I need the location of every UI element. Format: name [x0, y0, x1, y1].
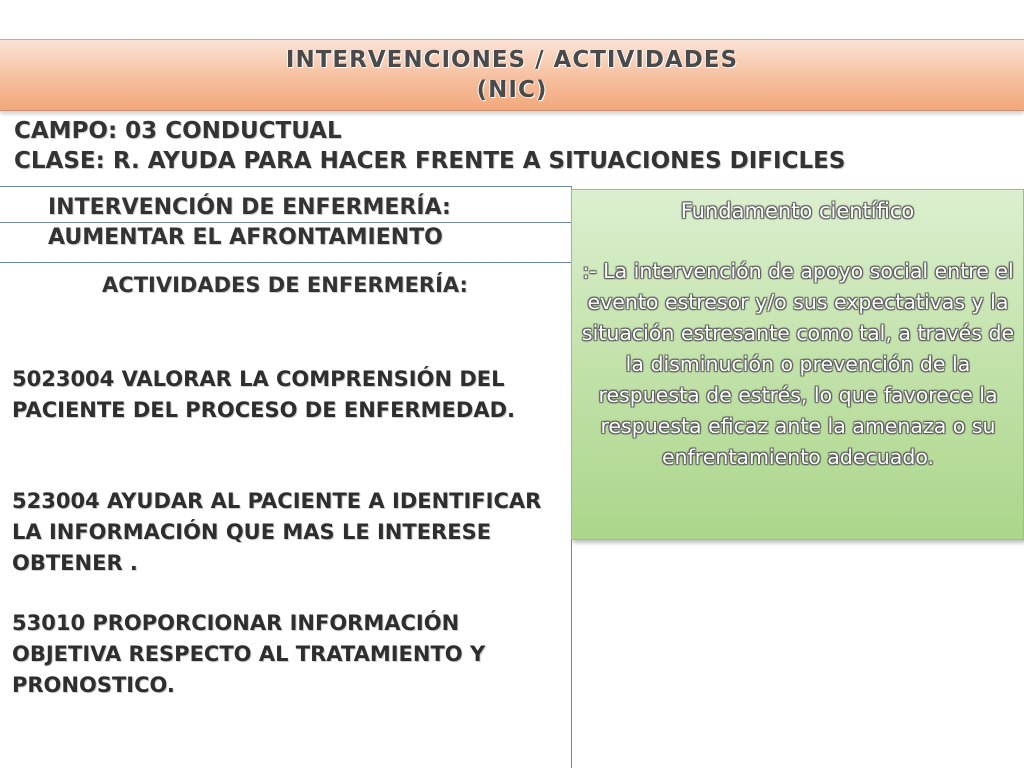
divider-bottom — [0, 262, 571, 263]
activity-item: 53010 PROPORCIONAR INFORMACIÓN OBJETIVA RESPECTO AL TRATAMIENTO Y PRONOSTICO. — [12, 611, 486, 697]
divider-top — [0, 186, 571, 187]
fundamento-text: :- La intervención de apoyo social entre el evento estresor y/o sus expectativas y la situación estresante como tal, a través de la disminución o prevención de la respuesta de estrés, lo que favorece la respuesta eficaz ante la amenaza o su enfrentamiento adecuado. — [581, 259, 1015, 469]
activity-item: 5023004 VALORAR LA COMPRENSIÓN DEL PACIENTE DEL PROCESO DE ENFERMEDAD. — [12, 367, 515, 422]
clase-heading: CLASE: R. AYUDA PARA HACER FRENTE A SITUACIONES DIFICLES — [14, 148, 846, 174]
intervencion-name: AUMENTAR EL AFRONTAMIENTO — [48, 225, 443, 250]
page-title: INTERVENCIONES / ACTIVIDADES — [285, 47, 739, 73]
campo-heading: CAMPO: 03 CONDUCTUAL — [14, 118, 342, 144]
actividades-title: ACTIVIDADES DE ENFERMERÍA: — [102, 273, 468, 297]
intervencion-label: INTERVENCIÓN DE ENFERMERÍA: — [48, 195, 451, 220]
divider-mid — [0, 222, 571, 223]
fundamento-title: Fundamento científico — [680, 199, 915, 223]
page-subtitle: (NIC) — [476, 77, 548, 103]
activity-item: 523004 AYUDAR AL PACIENTE A IDENTIFICAR LA INFORMACIÓN QUE MAS LE INTERESE OBTENER . — [12, 489, 542, 575]
